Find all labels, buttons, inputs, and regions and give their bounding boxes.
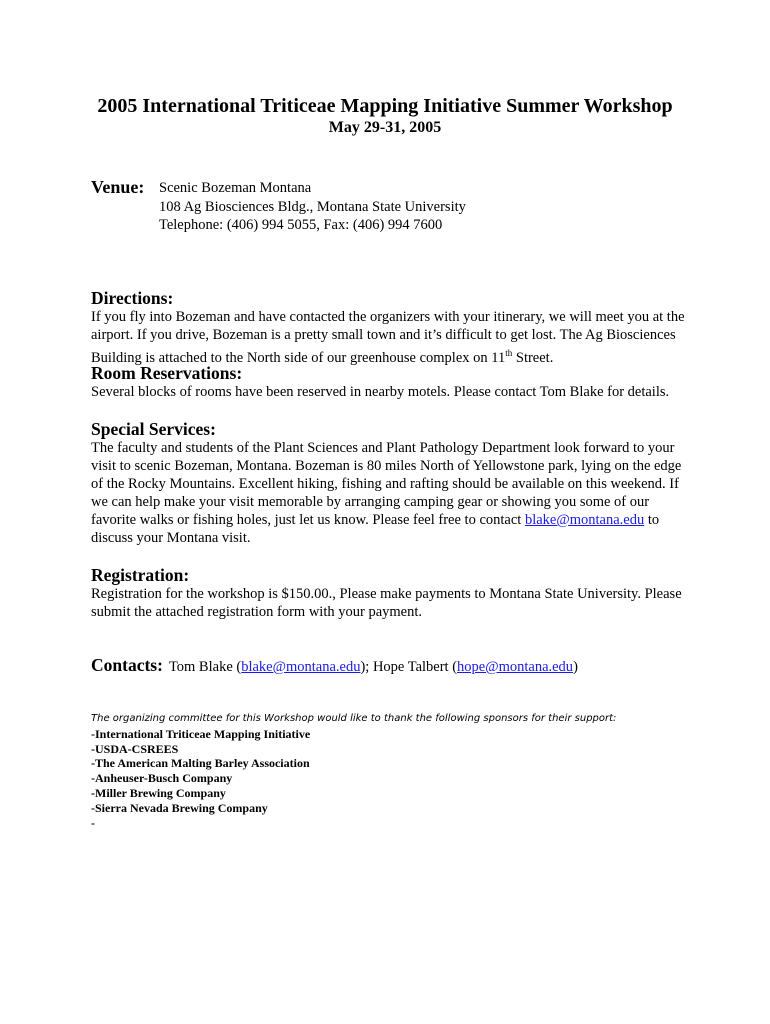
venue-details [159, 179, 466, 235]
services-text-main: The faculty and students of the Plant Sciences and Plant Pathology Department look forward to your visit to scenic Bozeman, Montana. Bozeman is 80 miles North of Yellowstone park, lying on the edge of the Rocky Mountains. Excellent hiking, fishing and rafting should be available on this weekend. If we can help make your visit memorable by arranging camping gear or showing you some of our favorite walks or fishing holes, just let us know. Please feel free to contact [91, 440, 682, 528]
contact-end: ) [573, 659, 578, 675]
directions-section [91, 288, 691, 367]
contact-separator: ); Hope Talbert ( [360, 659, 458, 675]
directions-text-end: Street. [512, 349, 554, 366]
services-heading: Special Services: [91, 419, 216, 439]
sponsor-item: -The American Malting Barley Association [91, 756, 310, 771]
sponsor-item: - [91, 815, 95, 830]
rooms-section [91, 363, 691, 401]
sponsor-item: -USDA-CSREES [91, 741, 179, 756]
directions-text [91, 308, 691, 367]
rooms-heading: Room Reservations: [91, 363, 243, 383]
venue-line-2: 108 Ag Biosciences Bldg., Montana State University [159, 198, 466, 215]
sponsor-item: -Sierra Nevada Brewing Company [91, 800, 268, 815]
venue-line-3: Telephone: (406) 994 5055, Fax: (406) 994 7600 [159, 217, 443, 233]
contact-email-hope[interactable]: hope@montana.edu [457, 659, 574, 675]
services-text-end: to discuss your Montana visit. [91, 512, 660, 546]
venue-label: Venue: [91, 177, 145, 197]
directions-heading: Directions: [91, 288, 174, 308]
ordinal-suffix: th [505, 348, 513, 358]
directions-text-main: If you fly into Bozeman and have contacted the organizers with your itinerary, we will meet you at the airport. If you drive, Bozeman is a pretty small town and it’s difficult to get lost. The Ag Biosciences Building is attached to the North side of our greenhouse complex on 11 [91, 309, 685, 366]
workshop-dates: May 29-31, 2005 [328, 119, 442, 136]
registration-heading: Registration: [91, 565, 190, 585]
services-text [91, 439, 691, 547]
venue-line-1: Scenic Bozeman Montana [159, 180, 312, 196]
services-section [91, 419, 691, 547]
page-title: 2005 International Triticeae Mapping Initiative Summer Workshop [97, 95, 673, 117]
contact-email-blake[interactable]: blake@montana.edu [241, 659, 361, 675]
rooms-text: Several blocks of rooms have been reserved in nearby motels. Please contact Tom Blake for details. [91, 384, 670, 400]
sponsor-item: -Anheuser-Busch Company [91, 771, 233, 786]
sponsor-item: -International Triticeae Mapping Initiative [91, 726, 311, 741]
contact-name-1: Tom Blake ( [168, 659, 242, 675]
contacts-label: Contacts: [91, 655, 163, 675]
services-email-link[interactable]: blake@montana.edu [524, 512, 645, 528]
registration-text: Registration for the workshop is $150.00., Please make payments to Montana State University. Please submit the attached registration form with your payment. [91, 586, 682, 620]
sponsors-section [91, 712, 616, 830]
registration-section [91, 565, 691, 621]
contacts-line [91, 655, 578, 676]
sponsor-item: -Miller Brewing Company [91, 785, 226, 800]
sponsors-thanks: The organizing committee for this Workshop would like to thank the following sponsors for their support: [91, 713, 617, 724]
